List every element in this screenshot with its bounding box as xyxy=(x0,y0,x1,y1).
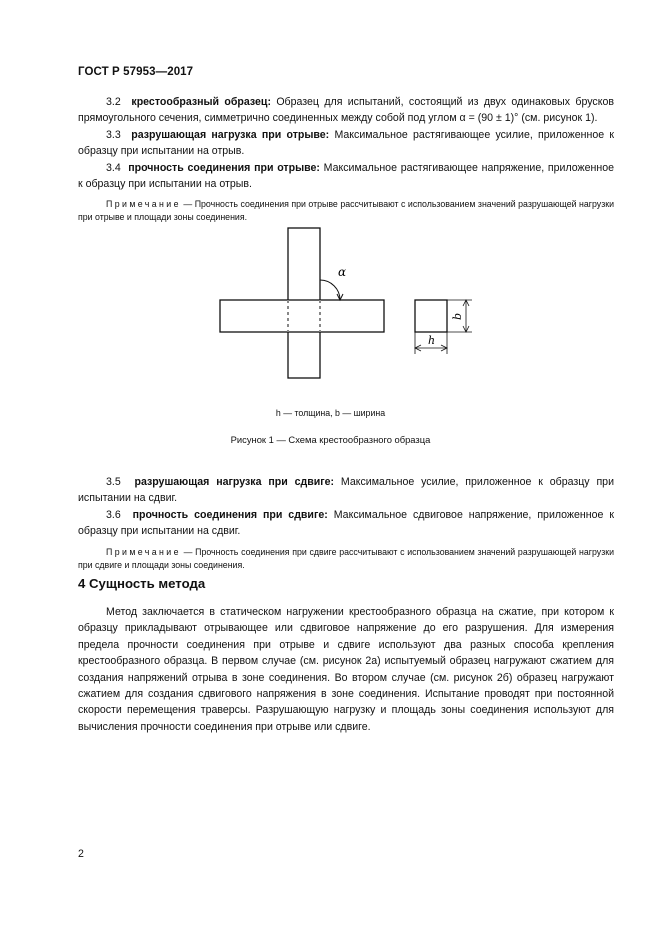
angle-label: α xyxy=(338,265,347,279)
definition-3-5: 3.5 разрушающая нагрузка при сдвиге: Максимальное усилие, приложенное к образцу при испытании на сдвиг. xyxy=(78,476,614,505)
definition-3-4: 3.4 прочность соединения при отрыве: Максимальное растягивающее напряжение, приложенное к образцу при испытании на отрыв. xyxy=(78,161,614,191)
dimension-h-label: h xyxy=(428,334,436,347)
cross-specimen-diagram xyxy=(210,226,490,386)
definitions-block-b xyxy=(78,474,614,572)
section-title: 4 Сущность метода xyxy=(78,576,206,591)
note-1: Примечание — Прочность соединения при отрыве рассчитывают с использованием значений разрушающей нагрузки при отрыве и площади зоны соединения. xyxy=(78,199,614,223)
definition-3-3: 3.3 разрушающая нагрузка при отрыве: Максимальное растягивающее усилие, приложенное к образцу при испытании на отрыв. xyxy=(78,128,614,158)
definition-3-2: 3.2 крестообразный образец: Образец для испытаний, состоящий из двух одинаковых брусков прямоугольного сечения, симметрично соединенных между собой под углом α = (90 ± 1)° (см. рисунок 1). xyxy=(78,96,614,125)
definition-3-6: 3.6 прочность соединения при сдвиге: Максимальное сдвиговое напряжение, приложенное к образцу при испытании на сдвиг. xyxy=(78,508,614,538)
figure-1 xyxy=(0,220,661,460)
page-number: 2 xyxy=(78,848,84,860)
note-2: Примечание — Прочность соединения при сдвиге рассчитывают с использованием значений разрушающей нагрузки при сдвиге и площади зоны соединения. xyxy=(78,546,614,570)
horizontal-bar xyxy=(220,300,384,332)
cross-section xyxy=(415,300,447,332)
section-body: Метод заключается в статическом нагружении крестообразного образца на сжатие, при котором к образцу прикладывают отрывающее или сдвиговое напряжение до его разрушения. Для измерения предела прочности соединения при отрыве и сдвиге используют два разных способа крепления крестообразного образца. В первом случае (см. рисунок 2а) испытуемый образец нагружают сжатием для создания напряжений отрыва в зоне соединения. Во втором случае (см. рисунок 2б) образец нагружают сжатием для создания сдвигового напряжения в зоне соединения. Испытание проводят при постоянной скорости перемещения траверсы. Разрушающую нагрузку и площадь зоны соединения используют для вычисления прочности соединения при отрыве или сдвиге. xyxy=(78,606,614,733)
dimension-b-label: b xyxy=(451,312,464,320)
angle-arc xyxy=(320,280,340,300)
section-body-block xyxy=(78,604,614,735)
figure-caption: Рисунок 1 — Схема крестообразного образца xyxy=(230,434,431,445)
figure-legend: h — толщина, b — ширина xyxy=(275,408,386,418)
document-header: ГОСТ Р 57953—2017 xyxy=(78,66,194,78)
definitions-block-a xyxy=(78,94,614,224)
